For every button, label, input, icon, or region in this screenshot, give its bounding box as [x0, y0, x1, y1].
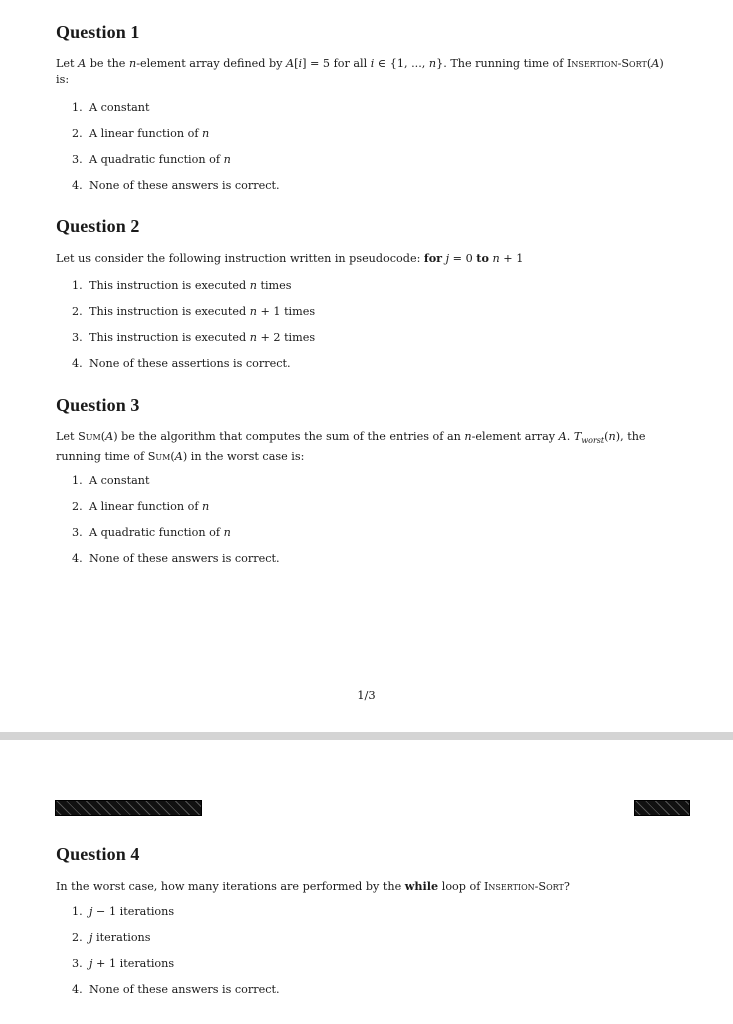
question-4-option-1: 1. j − 1 iterations: [72, 905, 175, 918]
question-3-option-4: 4. None of these answers is correct.: [72, 552, 280, 565]
question-4-option-4: 4. None of these answers is correct.: [72, 983, 280, 996]
question-2-option-1: 1. This instruction is executed n times: [72, 279, 292, 292]
question-4-title: Question 4: [56, 844, 140, 864]
page-number: 1/3: [357, 688, 376, 702]
page-2: [0, 740, 733, 1024]
question-3-option-3: 3. A quadratic function of n: [72, 526, 231, 539]
page-separator: [0, 732, 733, 740]
question-1-stem: Let A be the n-element array defined by A[i] = 5 for all i ∈ {1, ..., n}. The running time of Insertion-Sort(A) is:: [56, 57, 664, 86]
question-1-title: Question 1: [56, 22, 140, 42]
question-3-title: Question 3: [56, 395, 140, 415]
question-2-stem: Let us consider the following instruction written in pseudocode: for j = 0 to n + 1: [56, 251, 524, 265]
question-2-option-4: 4. None of these assertions is correct.: [72, 357, 291, 370]
question-4-option-3: 3. j + 1 iterations: [72, 957, 175, 970]
question-1-option-3: 3. A quadratic function of n: [72, 153, 231, 166]
question-1-option-1: 1. A constant: [72, 101, 150, 114]
question-1-option-2: 2. A linear function of n: [72, 127, 210, 140]
redacted-header-left: [55, 800, 202, 816]
redacted-header-right: [634, 800, 690, 816]
question-2-option-3: 3. This instruction is executed n + 2 times: [72, 331, 316, 344]
question-2-title: Question 2: [56, 216, 140, 236]
question-2-option-2: 2. This instruction is executed n + 1 times: [72, 305, 316, 318]
question-3-option-2: 2. A linear function of n: [72, 500, 210, 513]
question-3-stem: Let Sum(A) be the algorithm that computes the sum of the entries of an n-element array A. $T_{worst}(n)$, the running time of Sum(A) in the worst case is:: [56, 430, 646, 464]
question-3-option-1: 1. A constant: [72, 474, 150, 487]
question-1-option-4: 4. None of these answers is correct.: [72, 179, 280, 192]
question-4-option-2: 2. j iterations: [72, 931, 151, 944]
question-4-stem: In the worst case, how many iterations are performed by the while loop of Insertion-Sort?: [56, 879, 570, 893]
